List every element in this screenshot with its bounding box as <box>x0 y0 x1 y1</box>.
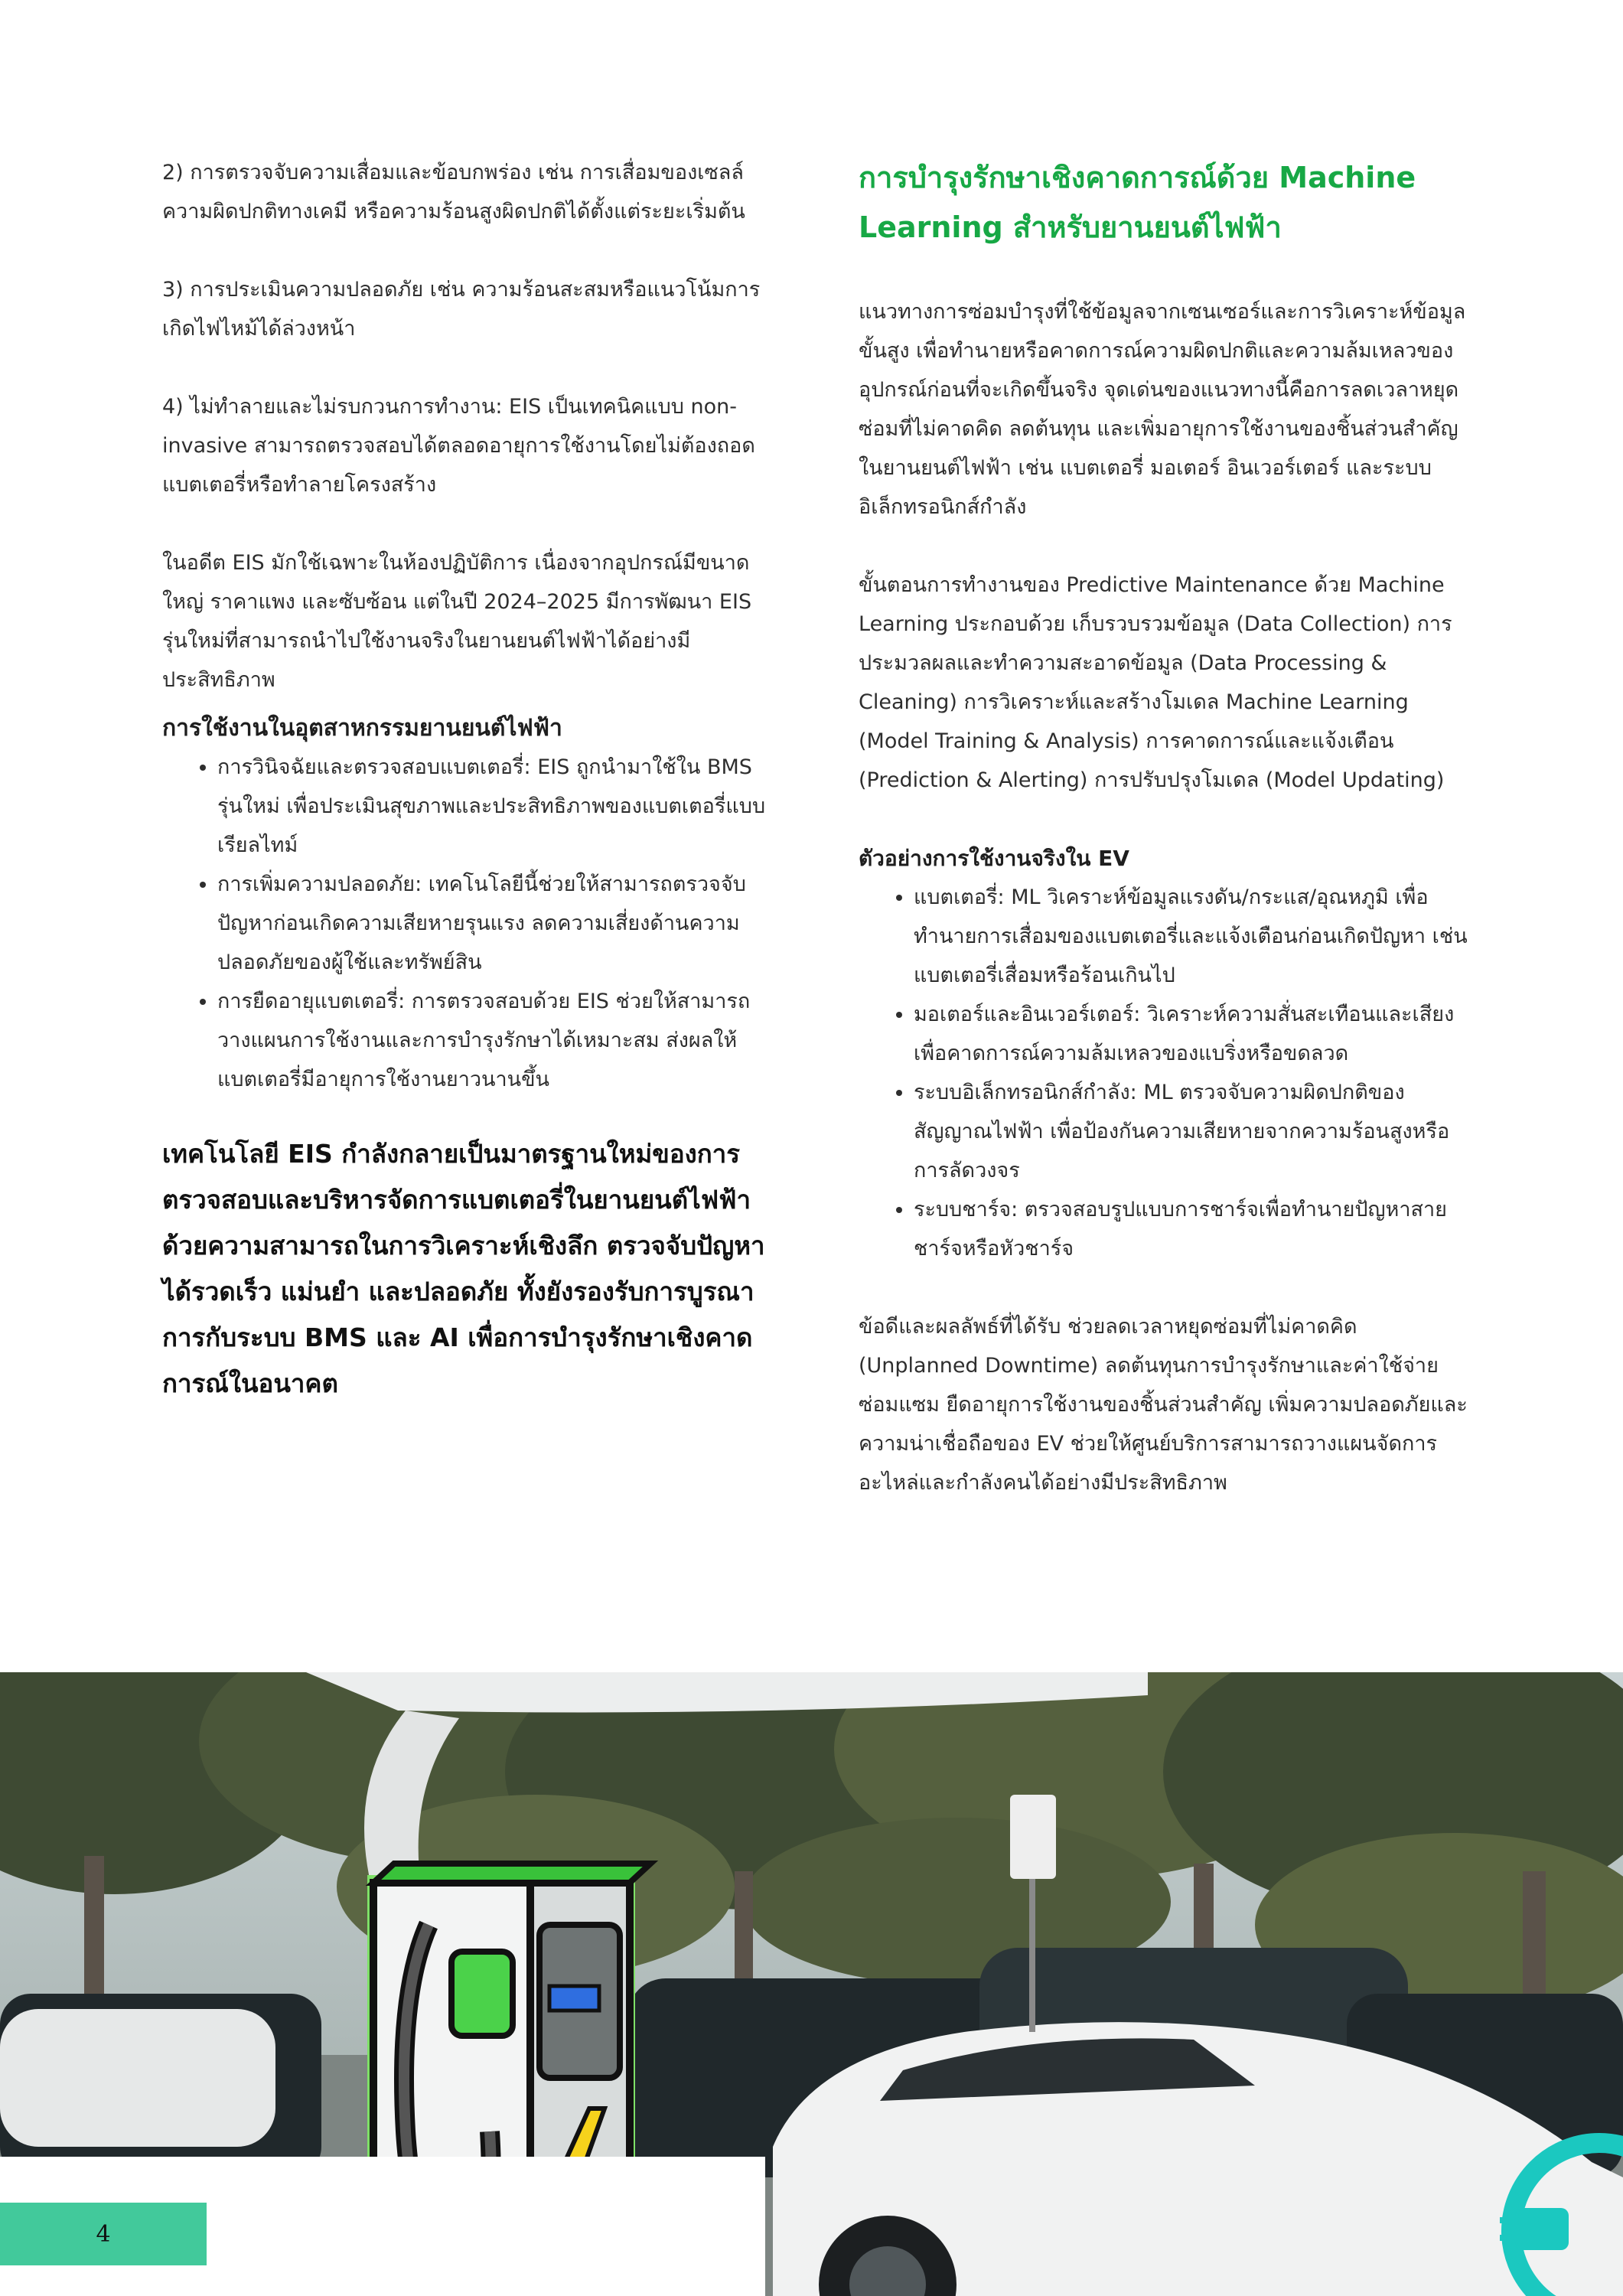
list-item: • ระบบอิเล็กทรอนิกส์กำลัง: ML ตรวจจับความผิดปกติของสัญญาณไฟฟ้า เพื่อป้องกันความเสียหายจากความร้อนสูงหรือการลัดวงจร <box>914 1073 1471 1190</box>
ev-examples-list <box>859 878 1471 1268</box>
article-title: การบำรุงรักษาเชิงคาดการณ์ด้วย Machine Learning สำหรับยานยนต์ไฟฟ้า <box>859 161 1416 244</box>
list-item: • การยืดอายุแบตเตอรี่: การตรวจสอบด้วย EIS ช่วยให้สามารถวางแผนการใช้งานและการบำรุงรักษาได้เหมาะสม ส่งผลให้แบตเตอรี่มีอายุการใช้งานยาวนานขึ้น <box>217 982 774 1099</box>
paragraph-overview: แนวทางการซ่อมบำรุงที่ใช้ข้อมูลจากเซนเซอร์และการวิเคราะห์ข้อมูลขั้นสูง เพื่อทำนายหรือคาดการณ์ความผิดปกติและความล้มเหลวของอุปกรณ์ก่อนที่จะเกิดขึ้นจริง จุดเด่นของแนวทางนี้คือการลดเวลาหยุดซ่อมที่ไม่คาดคิด ลดต้นทุน และเพิ่มอายุการใช้งานของชิ้นส่วนสำคัญในยานยนต์ไฟฟ้า เช่น แบตเตอรี่ มอเตอร์ อินเวอร์เตอร์ และระบบอิเล็กทรอนิกส์กำลัง <box>859 300 1466 519</box>
list-item: • การวินิจฉัยและตรวจสอบแบตเตอรี่: EIS ถูกนำมาใช้ใน BMS รุ่นใหม่ เพื่อประเมินสุขภาพและประสิทธิภาพของแบตเตอรี่แบบเรียลไทม์ <box>217 748 774 865</box>
list-item: • แบตเตอรี่: ML วิเคราะห์ข้อมูลแรงดัน/กระแส/อุณหภูมิ เพื่อทำนายการเสื่อมของแบตเตอรี่และแจ้งเตือนก่อนเกิดปัญหา เช่น แบตเตอรี่เสื่อมหรือร้อนเกินไป <box>914 878 1471 995</box>
left-column <box>162 153 774 1407</box>
list-item: • ระบบชาร์จ: ตรวจสอบรูปแบบการชาร์จเพื่อทำนายปัญหาสายชาร์จหรือหัวชาร์จ <box>914 1190 1471 1268</box>
paragraph-safety-assessment: 3) การประเมินความปลอดภัย เช่น ความร้อนสะสมหรือแนวโน้มการเกิดไฟไหม้ได้ล่วงหน้า <box>162 278 761 341</box>
section-heading-ev-industry: การใช้งานในอุตสาหกรรมยานยนต์ไฟฟ้า <box>162 715 562 742</box>
paragraph-degradation: 2) การตรวจจับความเสื่อมและข้อบกพร่อง เช่น การเสื่อมของเซลล์ ความผิดปกติทางเคมี หรือความร้อนสูงผิดปกติได้ตั้งแต่ระยะเริ่มต้น <box>162 161 745 223</box>
right-column <box>859 153 1471 1502</box>
ev-industry-list <box>162 748 774 1099</box>
section-heading-ev-examples: ตัวอย่างการใช้งานจริงใน EV <box>859 846 1129 871</box>
paragraph-benefits: ข้อดีและผลลัพธ์ที่ได้รับ ช่วยลดเวลาหยุดซ่อมที่ไม่คาดคิด (Unplanned Downtime) ลดต้นทุนการบำรุงรักษาและค่าใช้จ่ายซ่อมแซม ยืดอายุการใช้งานของชิ้นส่วนสำคัญ เพิ่มความปลอดภัยและความน่าเชื่อถือของ EV ช่วยให้ศูนย์บริการสามารถวางแผนจัดการอะไหล่และกำลังคนได้อย่างมีประสิทธิภาพ <box>859 1315 1468 1495</box>
paragraph-eis-history: ในอดีต EIS มักใช้เฉพาะในห้องปฏิบัติการ เนื่องจากอุปกรณ์มีขนาดใหญ่ ราคาแพง และซับซ้อน แต่ในปี 2024–2025 มีการพัฒนา EIS รุ่นใหม่ที่สามารถนำไปใช้งานจริงในยานยนต์ไฟฟ้าได้อย่างมีประสิทธิภาพ <box>162 551 752 692</box>
list-item: • มอเตอร์และอินเวอร์เตอร์: วิเคราะห์ความสั่นสะเทือนและเสียง เพื่อคาดการณ์ความล้มเหลวของแบริ่งหรือขดลวด <box>914 995 1471 1073</box>
page-number: 4 <box>96 2220 111 2248</box>
paragraph-workflow: ขั้นตอนการทำงานของ Predictive Maintenance ด้วย Machine Learning ประกอบด้วย เก็บรวบรวมข้อมูล (Data Collection) การประมวลผลและทำความสะอาดข้อมูล (Data Processing & Cleaning) การวิเคราะห์และสร้างโมเดล Machine Learning (Model Training & Analysis) การคาดการณ์และแจ้งเตือน (Prediction & Alerting) การปรับปรุงโมเดล (Model Updating) <box>859 573 1452 792</box>
conclusion-paragraph: เทคโนโลยี EIS กำลังกลายเป็นมาตรฐานใหม่ของการตรวจสอบและบริหารจัดการแบตเตอรี่ในยานยนต์ไฟฟ้า ด้วยความสามารถในการวิเคราะห์เชิงลึก ตรวจจับปัญหาได้รวดเร็ว แม่นยำ และปลอดภัย ทั้งยังรองรับการบูรณาการกับระบบ BMS และ AI เพื่อการบำรุงรักษาเชิงคาดการณ์ในอนาคต <box>162 1139 765 1398</box>
paragraph-non-invasive: 4) ไม่ทำลายและไม่รบกวนการทำงาน: EIS เป็นเทคนิคแบบ non-invasive สามารถตรวจสอบได้ตลอดอายุการใช้งานโดยไม่ต้องถอดแบตเตอรี่หรือทำลายโครงสร้าง <box>162 395 755 497</box>
list-item: • การเพิ่มความปลอดภัย: เทคโนโลยีนี้ช่วยให้สามารถตรวจจับปัญหาก่อนเกิดความเสียหายรุนแรง ลดความเสี่ยงด้านความปลอดภัยของผู้ใช้และทรัพย์สิน <box>217 865 774 982</box>
page-number-box <box>0 2203 207 2265</box>
